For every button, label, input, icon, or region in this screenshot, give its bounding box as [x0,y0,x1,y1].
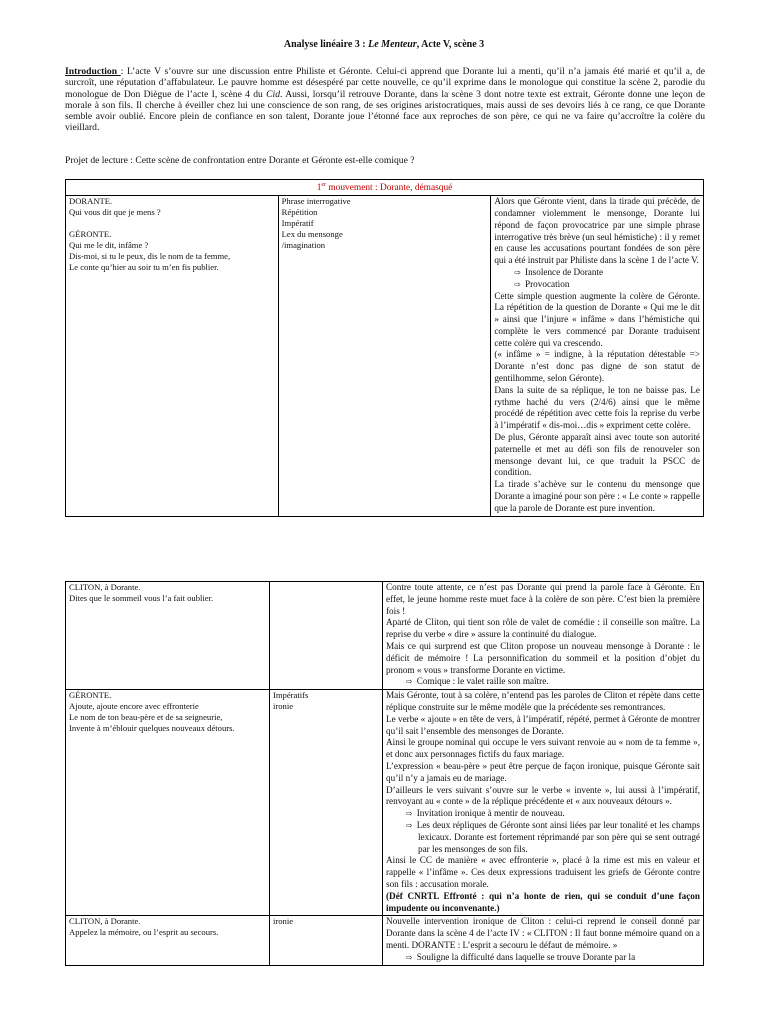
introduction-paragraph: Introduction : L’acte V s’ouvre sur une discussion entre Philiste et Géronte. Celui-ci apprend que Dorante lui a menti, qu’il n’a jamais été marié et qu’il a, de surcroît, une réputation d’affabulateur. Le pauvre homme est désespéré par cette nouvelle, ce qu’il exprime dans le monologue qui constitue la scène 2, parodie du monologue de Don Diègue de l’acte I, scène 4 du Cid. Aussi, lorsqu’il retrouve Dorante, dans la scène 3 dont notre texte est extrait, Géronte donne une leçon de morale à son fils. Il cherche à éveiller chez lui une conscience de son rang, de ses origines aristocratiques, mais aussi de ses devoirs liés à ce rang, ce que Dorante semble avoir oublié. Encore plein de confiance en son talent, Dorante joue l’étonné face aux reproches de son père, ce qui ne va faire qu’accroître la colère du vieillard. [65,66,706,134]
document-title: Analyse linéaire 3 : Le Menteur, Acte V, scène 3 [283,39,485,50]
commentary-cell: Mais Géronte, tout à sa colère, n’entend pas les paroles de Cliton et répète dans cette réplique construite sur le même modèle que la précédente ses remontrances. Le verbe « ajoute » en tête de vers, à l’impératif, répété, permet à Géronte de montrer qu’il sait l’ensemble des mensonges de Dorante. Ainsi le groupe nominal qui occupe le vers suivant renvoie au « nom de ta femme », et donc aux personnages fictifs du faux mariage. L’expression « beau-père » peut être perçue de façon ironique, puisque Géronte sait qu’il n’y a jamais eu de mariage. D’ailleurs le vers suivant s’ouvre sur le verbe « invente », lui aussi à l’impératif, renvoyant au « conte » de la réplique précédente et « aux nouveaux détours ». ⇨ Invitation ironique à mentir de nouveau. ⇨ Les deux répliques de Géronte sont ainsi liées par leur tonalité et les champs lexicaux. Dorante est fortement réprimandé par son père qui se sent outragé par les mensonges de son fils. Ainsi le CC de manière « avec effronterie », placé à la rime est mis en valeur et rappelle « l’infâme ». Ces deux expressions traduisent les griefs de Géronte contre son fils : accusation morale. (Déf CNRTL Effronté : qui n’a honte de rien, qui se conduit d’une façon impudente ou inconvenante.) [383,690,704,916]
commentary-cell: Alors que Géronte vient, dans la tirade qui précède, de condamner violemment le mensonge, Dorante lui répond de façon provocatrice par une simple phrase interrogative très brève (un seul hémistiche) : il y remet en cause les accusations pourtant fondées de son père qui a été instruit par Philiste dans la scène 1 de l’acte V. ⇨ Insolence de Dorante ⇨ Provocation Cette simple question augmente la colère de Géronte. La répétition de la question de Dorante « Qui me le dit » ainsi que l’injure « infâme » dans l’hémistiche qui complète le vers commencé par Dorante traduisent cette colère qui va crescendo. (« infâme » = indigne, à la réputation détestable => Dorante n’est donc pas digne de son statut de gentilhomme, selon Géronte). Dans la suite de sa réplique, le ton ne baisse pas. Le rythme haché du vers (2/4/6) ainsi que le même procédé de répétition avec cette fois la reprise du verbe à l’impératif « dis-moi…dis » expriment cette colère. De plus, Géronte apparaît ainsi avec toute son autorité paternelle et met au défi son fils de renouveler son mensonge devant lui, ce que traduit la PSCC de condition. La tirade s’achève sur le contenu du mensonge que Dorante a imaginé pour son père : « Le conte » rappelle que la parole de Dorante est pure invention. [491,196,704,517]
table-row [66,916,704,965]
definition-note: (Déf CNRTL Effronté : qui n’a honte de rien, qui se conduit d’une façon impudente ou inconvenante.) [386,890,700,913]
introduction-label: Introduction [65,66,121,77]
arrow-bullet-icon: ⇨ [406,677,413,687]
devices-cell: Phrase interrogative Répétition Impératif Lex du mensonge /imagination [278,196,491,517]
table-row [66,690,704,916]
analysis-table-part-1 [65,179,704,517]
devices-cell: Impératifs ironie [270,690,383,916]
work-title: Le Menteur [368,39,417,50]
text-excerpt-cell: GÉRONTE. Ajoute, ajoute encore avec effronterie Le nom de ton beau-père et de sa seigneurie, Invente à m’éblouir quelques nouveaux détours. [66,690,270,916]
arrow-bullet-icon: ⇨ [406,809,413,819]
text-excerpt-cell: CLITON, à Dorante. Dites que le sommeil vous l’a fait oublier. [66,582,270,690]
text-excerpt-cell: DORANTE. Qui vous dit que je mens ? GÉRONTE. Qui me le dit, infâme ? Dis-moi, si tu le peux, dis le nom de ta femme, Le conte qu’hier au soir tu m’en fis publier. [66,196,279,517]
arrow-bullet-icon: ⇨ [406,820,413,830]
devices-cell: ironie [270,916,383,965]
table-row [66,582,704,690]
commentary-cell: Contre toute attente, ce n’est pas Dorante qui prend la parole face à Géronte. En effet, le jeune homme reste muet face à la colère de son père. C’est bien la première fois ! Aparté de Cliton, qui tient son rôle de valet de comédie : il conseille son maître. La reprise du verbe « dire » assure la continuité du dialogue. Mais ce qui surprend est que Cliton propose un nouveau mensonge à Dorante : le déficit de mémoire ! La personnification du sommeil et la position d’objet du pronom « vous » transforme Dorante en victime. ⇨ Comique : le valet raille son maître. [383,582,704,690]
commentary-cell: Nouvelle intervention ironique de Cliton : celui-ci reprend le conseil donné par Dorante dans la scène 4 de l’acte IV : « CLITON : Il faut bonne mémoire quand on a menti. DORANTE : L’esprit a secouru le défaut de mémoire. » ⇨ Souligne la difficulté dans laquelle se trouve Dorante par la [383,916,704,965]
text-excerpt-cell: CLITON, à Dorante. Appelez la mémoire, ou l’esprit au secours. [66,916,270,965]
analysis-table-part-2 [65,581,704,966]
reading-project: Projet de lecture : Cette scène de confrontation entre Dorante et Géronte est-elle comique ? [65,155,415,166]
devices-cell [270,582,383,690]
arrow-bullet-icon: ⇨ [406,952,413,962]
table-row [66,196,704,517]
arrow-bullet-icon: ⇨ [514,267,522,277]
arrow-bullet-icon: ⇨ [514,279,522,289]
movement-header: 1er mouvement : Dorante, démasqué [66,180,704,196]
